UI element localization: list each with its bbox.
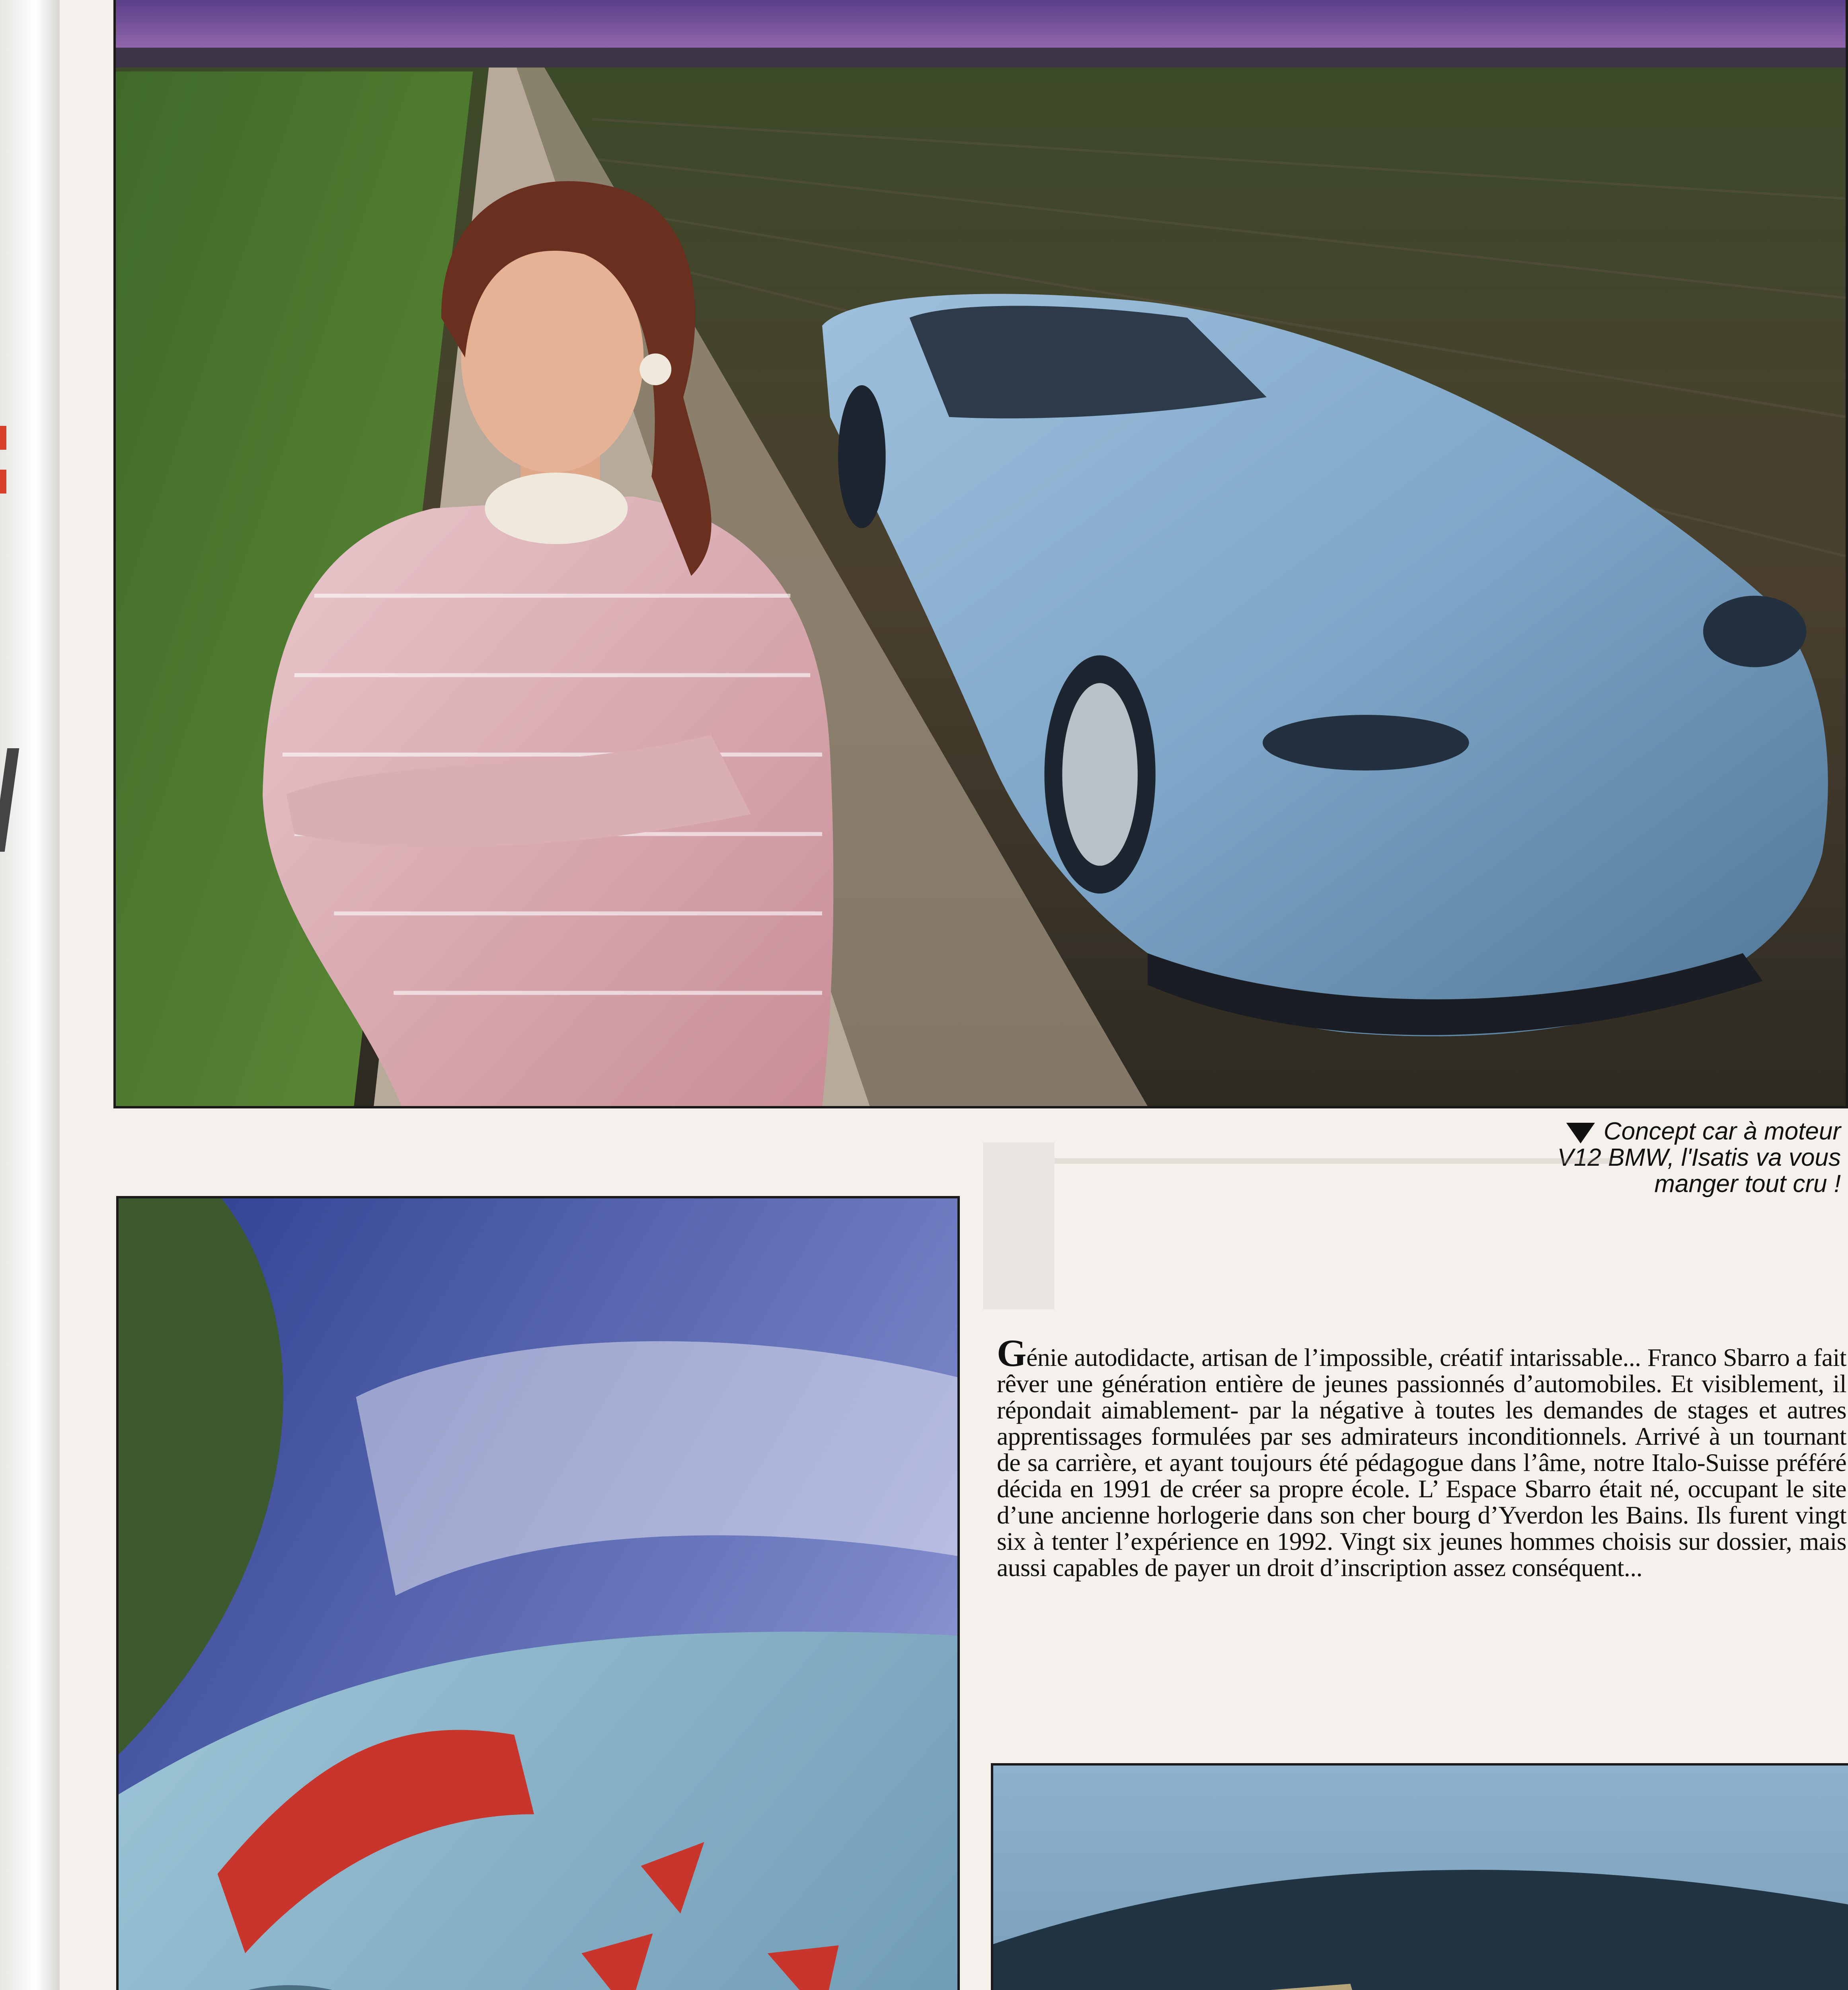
show-through-artifact bbox=[1055, 1158, 1612, 1164]
article-body bbox=[997, 1332, 1846, 1582]
page-edge bbox=[0, 0, 60, 1990]
caption-line: V12 BMW, l'Isatis va vous bbox=[1557, 1144, 1841, 1171]
photo-bmw-v12-engine bbox=[991, 1763, 1848, 1990]
article-dropcap: G bbox=[997, 1332, 1027, 1374]
caption-arrow-icon bbox=[1566, 1123, 1595, 1143]
caption-line: manger tout cru ! bbox=[1654, 1170, 1841, 1198]
photo-caption bbox=[1499, 1118, 1841, 1197]
edge-mark bbox=[0, 426, 6, 450]
photo-isatis-engine-cover bbox=[116, 1196, 960, 1990]
photo-woman-and-concept-car bbox=[113, 0, 1848, 1108]
caption-line: Concept car à moteur bbox=[1603, 1118, 1841, 1145]
article-text: énie autodidacte, artisan de l’impossible, créatif intarissable... Franco Sbarro a fait rêver une génération entière de jeunes passionnés d’automobiles. Et visiblement, il répondait aimablement- par la négative à toutes les demandes de stages et autres apprentissages formulées par ses admirateurs inconditionnels. Arrivé à un tournant de sa carrière, et ayant toujours été pédagogue dans l’âme, notre Italo-Suisse préféré décida en 1991 de créer sa propre école. L’ Espace Sbarro était né, occupant le site d’une ancienne horlogerie dans son cher bourg d’Yverdon les Bains. Ils furent vingt six à tenter l’expérience en 1992. Vingt six jeunes hommes choisis sur dossier, mais aussi capables de payer un droit d’inscription assez conséquent... bbox=[997, 1343, 1846, 1582]
show-through-artifact bbox=[983, 1142, 1055, 1309]
edge-mark bbox=[0, 748, 19, 852]
edge-mark bbox=[0, 470, 6, 494]
